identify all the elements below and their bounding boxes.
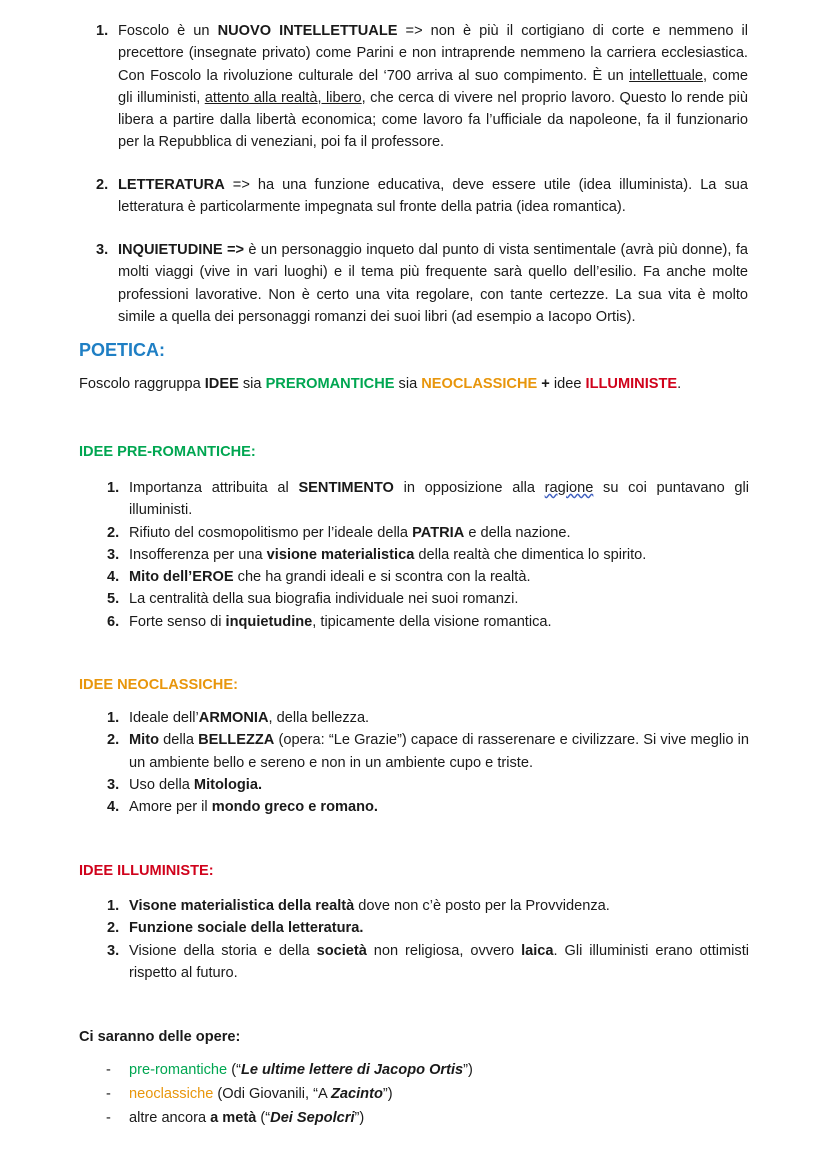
item-number: 5. (107, 591, 120, 608)
text-run: e della nazione. (464, 524, 571, 541)
list-item (107, 917, 749, 939)
list-item (107, 796, 749, 818)
list-item (107, 566, 749, 588)
item-number: 6. (107, 613, 120, 630)
text-run: . Gli illuministi erano ottimisti rispetto al futuro. (129, 942, 750, 981)
text-run: Dei Sepolcri (270, 1110, 355, 1126)
list-item (107, 895, 749, 917)
point-inquietudine (96, 239, 748, 328)
text-run: Le ultime lettere di Jacopo Ortis (240, 1062, 464, 1078)
section-title-preromantiche: IDEE PRE-ROMANTICHE: (79, 444, 256, 460)
text-run: Uso della (129, 776, 194, 793)
text-run: + (537, 376, 554, 392)
list-illuministe (107, 895, 749, 984)
text-run: Foscolo è un (118, 23, 218, 39)
text-run: Foscolo raggruppa (79, 376, 205, 392)
text-run: INQUIETUDINE => (118, 242, 245, 258)
text-run: Mitologia. (193, 776, 263, 793)
point-intellettuale (96, 20, 748, 154)
point-text (118, 239, 748, 328)
list-item (107, 522, 749, 544)
text-run: altre ancora (129, 1110, 211, 1126)
text-run: IDEE (204, 376, 239, 392)
text-run: Amore per il (129, 799, 212, 816)
text-run: intellettuale (629, 67, 703, 84)
list-item (106, 1082, 748, 1106)
text-run: => ha una funzione educativa, deve essere utile (idea illuminista). La sua letteratura è particolarmente impegnata sul fronte della patria (idea romantica). (118, 177, 748, 216)
text-run: NEOCLASSICHE (421, 376, 538, 392)
text-run: Visone materialistica della realtà (129, 898, 355, 914)
text-run: LETTERATURA (118, 177, 225, 193)
text-run: Insofferenza per una (129, 546, 267, 563)
text-run: Mito (129, 732, 159, 749)
item-number: 3. (107, 942, 120, 959)
list-item (107, 729, 749, 774)
text-run: ARMONIA (198, 710, 269, 726)
text-run: della (159, 732, 199, 749)
text-run: è un personaggio inqueto dal punto di vista sentimentale (avrà più donne), fa molti viaggi (vive in vari luoghi) e il tema più frequente sarà quello dell’esilio. Fa anche molte professioni lavorative. Non è certo una vita regolare, con tante certezze. La sua vita è molto simile a quella dei personaggi romanzi dei suoi libri (ad esempio a Iacopo Ortis). (118, 242, 749, 325)
text-run: sia (238, 376, 266, 392)
text-run: che ha grandi ideali e si scontra con la realtà. (233, 569, 531, 586)
list-neoclassiche (107, 707, 749, 818)
section-title-neoclassiche: IDEE NEOCLASSICHE: (79, 677, 238, 693)
text-run: Mito dell’EROE (129, 569, 234, 586)
point-letteratura (96, 174, 748, 219)
text-run: su coi puntavano gli illuministi. (129, 480, 749, 519)
text-run: PATRIA (412, 524, 465, 541)
text-run: inquietudine (225, 613, 313, 630)
text-run: NUOVO INTELLETTUALE (217, 23, 398, 39)
text-run: mondo greco e romano. (211, 799, 378, 816)
text-run: idee (553, 376, 586, 392)
poetica-intro (79, 376, 681, 392)
text-run: Visione della storia e della (129, 942, 317, 959)
text-run: società (316, 942, 367, 959)
item-number: 1. (107, 710, 120, 726)
text-run: ”) (354, 1110, 365, 1126)
text-run: Funzione sociale della letteratura. (129, 920, 364, 937)
list-preromantiche (107, 477, 749, 633)
text-run: ILLUMINISTE (585, 376, 678, 392)
list-item (107, 544, 749, 566)
dash-bullet: - (106, 1086, 111, 1102)
point-text (118, 20, 748, 154)
item-number: 1. (107, 898, 120, 914)
item-number: 2. (107, 524, 120, 541)
text-run: (opera: “Le Grazie”) capace di rasserenare e civilizzare. Si vive meglio in un ambiente bello e sereno e non in un ambiente cupo e triste. (129, 732, 749, 771)
item-number: 3. (107, 776, 120, 793)
point-text (118, 174, 748, 219)
text-run: a metà (210, 1110, 257, 1126)
text-run: BELLEZZA (198, 732, 275, 749)
item-number: 1. (107, 480, 120, 496)
list-item (106, 1106, 748, 1130)
list-item (107, 774, 749, 796)
item-number: 2. (107, 920, 120, 937)
text-run: , della bellezza. (268, 710, 370, 726)
text-run: PREROMANTICHE (265, 376, 395, 392)
opere-title: Ci saranno delle opere: (79, 1029, 241, 1045)
text-run: neoclassiche (129, 1086, 214, 1102)
text-run: ”) (382, 1086, 393, 1102)
list-item (107, 707, 749, 729)
text-run: pre-romantiche (129, 1062, 228, 1078)
text-run: Ideale dell’ (129, 710, 199, 726)
dash-bullet: - (106, 1110, 111, 1126)
item-number: 2. (107, 732, 120, 749)
point-number: 3. (96, 242, 109, 258)
dash-bullet: - (106, 1062, 111, 1078)
list-opere (106, 1058, 748, 1130)
text-run: La centralità della sua biografia individuale nei suoi romanzi. (129, 591, 519, 608)
text-run: => non è più il cortigiano di corte e nemmeno il precettore (insegnate privato) come Parini e non intraprende nemmeno la carriera ecclesiastica. Con Foscolo la rivoluzione culturale del ‘700 arriva al suo compimento. È un (118, 23, 748, 84)
text-run: (“ (227, 1062, 241, 1078)
section-title-illuministe: IDEE ILLUMINISTE: (79, 863, 214, 879)
point-number: 2. (96, 177, 109, 193)
text-run: , tipicamente della visione romantica. (312, 613, 552, 630)
text-run: sia (394, 376, 422, 392)
list-item (107, 588, 749, 610)
text-run: visione materialistica (266, 546, 415, 563)
text-run: (“ (256, 1110, 271, 1126)
list-item (107, 940, 749, 985)
text-run: SENTIMENTO (298, 480, 394, 496)
list-item (107, 611, 749, 633)
text-run: della realtà che dimentica lo spirito. (414, 546, 647, 563)
text-run: dove non c’è posto per la Provvidenza. (354, 898, 610, 914)
text-run: ragione (544, 480, 594, 496)
text-run: attento alla realtà, libero (204, 89, 362, 106)
list-item (106, 1058, 748, 1082)
item-number: 4. (107, 569, 120, 586)
text-run: (Odi Giovanili, “A (213, 1086, 331, 1102)
item-number: 3. (107, 546, 120, 563)
text-run: in opposizione alla (393, 480, 545, 496)
text-run: , che cerca di vivere nel proprio lavoro. Questo lo rende più libera a partire dalla libertà economica; come lavoro fa l’ufficiale da napoleone, fa il funzionario per la Repubblica di veneziani, poi fa il professore. (118, 89, 748, 151)
text-run: . (677, 376, 682, 392)
text-run: Zacinto (330, 1086, 383, 1102)
text-run: non religiosa, ovvero (366, 942, 522, 959)
item-number: 4. (107, 799, 120, 816)
list-item (107, 477, 749, 522)
text-run: Rifiuto del cosmopolitismo per l’ideale della (129, 524, 413, 541)
text-run: Forte senso di (129, 613, 226, 630)
poetica-heading: POETICA: (79, 340, 166, 360)
text-run: , come gli illuministi, (118, 67, 749, 106)
text-run: ”) (463, 1062, 473, 1078)
point-number: 1. (96, 23, 109, 39)
text-run: laica (521, 942, 554, 959)
text-run: Importanza attribuita al (129, 480, 299, 496)
